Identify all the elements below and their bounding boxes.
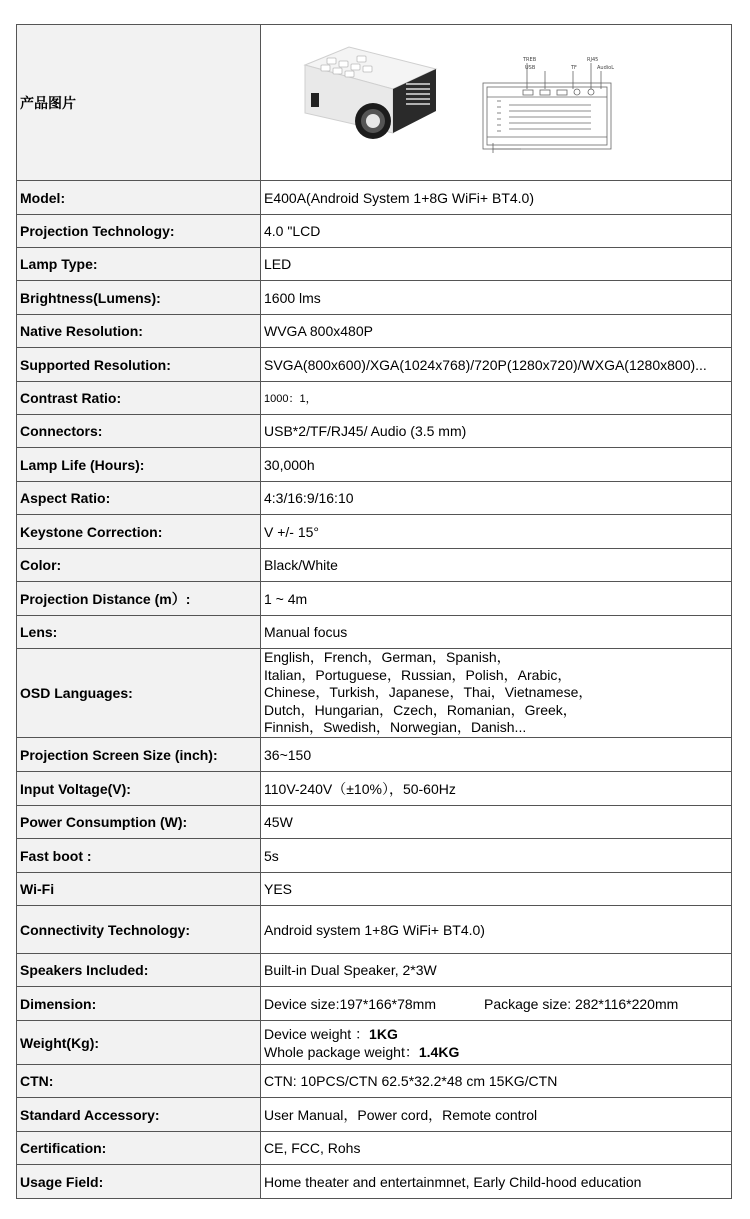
drawing-label-usb: USB	[525, 65, 536, 71]
spec-value: Built-in Dual Speaker, 2*3W	[261, 954, 732, 987]
spec-row	[17, 315, 732, 348]
drawing-label-tf: TF	[571, 65, 577, 71]
package-weight-label: Whole package weight：	[264, 1043, 419, 1060]
spec-row	[17, 772, 732, 806]
osd-line: Italian，Portuguese，Russian，Polish，Arabic，	[264, 666, 572, 683]
spec-row	[17, 248, 732, 281]
spec-row	[17, 582, 732, 616]
spec-row	[17, 738, 732, 772]
spec-label: Lens:	[17, 616, 261, 649]
spec-label: Connectivity Technology:	[17, 906, 261, 954]
spec-value: YES	[261, 873, 732, 906]
spec-value: 1000：1，	[261, 382, 732, 415]
spec-value: User Manual，Power cord，Remote control	[261, 1098, 732, 1132]
weight-row	[17, 1021, 732, 1065]
drawing-label-treb: TREB	[523, 57, 537, 63]
osd-languages-value	[261, 649, 732, 738]
spec-row	[17, 415, 732, 448]
spec-label: Projection Technology:	[17, 215, 261, 248]
projector-photo	[305, 47, 436, 139]
drawing-label-audio: AudioL	[597, 65, 614, 71]
spec-row	[17, 181, 732, 215]
spec-row	[17, 1165, 732, 1199]
spec-label: Projection Screen Size (inch):	[17, 738, 261, 772]
spec-label: Fast boot :	[17, 839, 261, 873]
spec-value: SVGA(800x600)/XGA(1024x768)/720P(1280x720)/WXGA(1280x800)...	[261, 348, 732, 382]
spec-row	[17, 1132, 732, 1165]
spec-label: Lamp Life (Hours):	[17, 448, 261, 482]
spec-value: Android system 1+8G WiFi+ BT4.0)	[261, 906, 732, 954]
spec-row	[17, 215, 732, 248]
product-image-cell	[261, 25, 732, 181]
spec-value: 45W	[261, 806, 732, 839]
spec-value: CE, FCC, Rohs	[261, 1132, 732, 1165]
spec-row	[17, 482, 732, 515]
osd-languages-row	[17, 649, 732, 738]
spec-value: 110V-240V（±10%），50-60Hz	[261, 772, 732, 806]
osd-line: Chinese，Turkish，Japanese，Thai，Vietnamese，	[264, 684, 593, 701]
spec-value: 4:3/16:9/16:10	[261, 482, 732, 515]
spec-row	[17, 839, 732, 873]
spec-value: 5s	[261, 839, 732, 873]
spec-row	[17, 348, 732, 382]
projector-technical-drawing	[483, 63, 611, 153]
spec-value: V +/- 15°	[261, 515, 732, 549]
dimension-row	[17, 987, 732, 1021]
spec-label: Certification:	[17, 1132, 261, 1165]
spec-table	[16, 24, 732, 1199]
spec-row	[17, 549, 732, 582]
spec-value: USB*2/TF/RJ45/ Audio (3.5 mm)	[261, 415, 732, 448]
spec-row	[17, 281, 732, 315]
spec-label: Native Resolution:	[17, 315, 261, 348]
spec-value: CTN: 10PCS/CTN 62.5*32.2*48 cm 15KG/CTN	[261, 1065, 732, 1098]
spec-label: Dimension:	[17, 987, 261, 1021]
spec-value: WVGA 800x480P	[261, 315, 732, 348]
osd-line: Dutch，Hungarian，Czech，Romanian，Greek，	[264, 701, 577, 718]
spec-row	[17, 448, 732, 482]
spec-label: Supported Resolution:	[17, 348, 261, 382]
spec-label: Color:	[17, 549, 261, 582]
spec-value: Home theater and entertainmnet, Early Child-hood education	[261, 1165, 732, 1199]
spec-label: Lamp Type:	[17, 248, 261, 281]
spec-label: Weight(Kg):	[17, 1021, 261, 1065]
spec-row	[17, 1098, 732, 1132]
package-weight-value: 1.4KG	[418, 1043, 460, 1060]
spec-label: Brightness(Lumens):	[17, 281, 261, 315]
osd-line: English，French，German，Spanish，	[264, 649, 511, 666]
drawing-label-rj45: RJ45	[587, 57, 599, 63]
spec-label: Wi-Fi	[17, 873, 261, 906]
spec-value: 4.0 "LCD	[261, 215, 732, 248]
spec-value: Black/White	[261, 549, 732, 582]
spec-value: 36~150	[261, 738, 732, 772]
spec-label: Keystone Correction:	[17, 515, 261, 549]
product-image-label: 产品图片	[17, 25, 261, 181]
spec-label: Usage Field:	[17, 1165, 261, 1199]
device-weight-label: Device weight ：	[264, 1025, 370, 1042]
spec-label: Speakers Included:	[17, 954, 261, 987]
spec-row	[17, 954, 732, 987]
spec-row	[17, 806, 732, 839]
product-images	[261, 25, 735, 180]
spec-value: 1600 lms	[261, 281, 732, 315]
device-size: Device size:197*166*78mm	[264, 995, 436, 1012]
spec-label: Projection Distance (m）:	[17, 582, 261, 616]
spec-value: Manual focus	[261, 616, 732, 649]
spec-row	[17, 382, 732, 415]
spec-row	[17, 616, 732, 649]
weight-value	[261, 1021, 732, 1065]
spec-label: Input Voltage(V):	[17, 772, 261, 806]
spec-row	[17, 906, 732, 954]
spec-row	[17, 1065, 732, 1098]
product-image-row	[17, 25, 732, 181]
spec-label: CTN:	[17, 1065, 261, 1098]
osd-line: Finnish，Swedish，Norwegian，Danish...	[264, 719, 527, 736]
spec-value: LED	[261, 248, 732, 281]
spec-label: Standard Accessory:	[17, 1098, 261, 1132]
spec-label: OSD Languages:	[17, 649, 261, 738]
spec-value: 30,000h	[261, 448, 732, 482]
spec-value: E400A(Android System 1+8G WiFi+ BT4.0)	[261, 181, 732, 215]
spec-value: 1 ~ 4m	[261, 582, 732, 616]
spec-label: Connectors:	[17, 415, 261, 448]
device-weight-value: 1KG	[369, 1025, 398, 1042]
package-size: Package size: 282*116*220mm	[483, 995, 679, 1012]
spec-label: Power Consumption (W):	[17, 806, 261, 839]
dimension-value	[261, 987, 732, 1021]
spec-label: Model:	[17, 181, 261, 215]
spec-label: Aspect Ratio:	[17, 482, 261, 515]
spec-row	[17, 515, 732, 549]
spec-row	[17, 873, 732, 906]
spec-label: Contrast Ratio:	[17, 382, 261, 415]
